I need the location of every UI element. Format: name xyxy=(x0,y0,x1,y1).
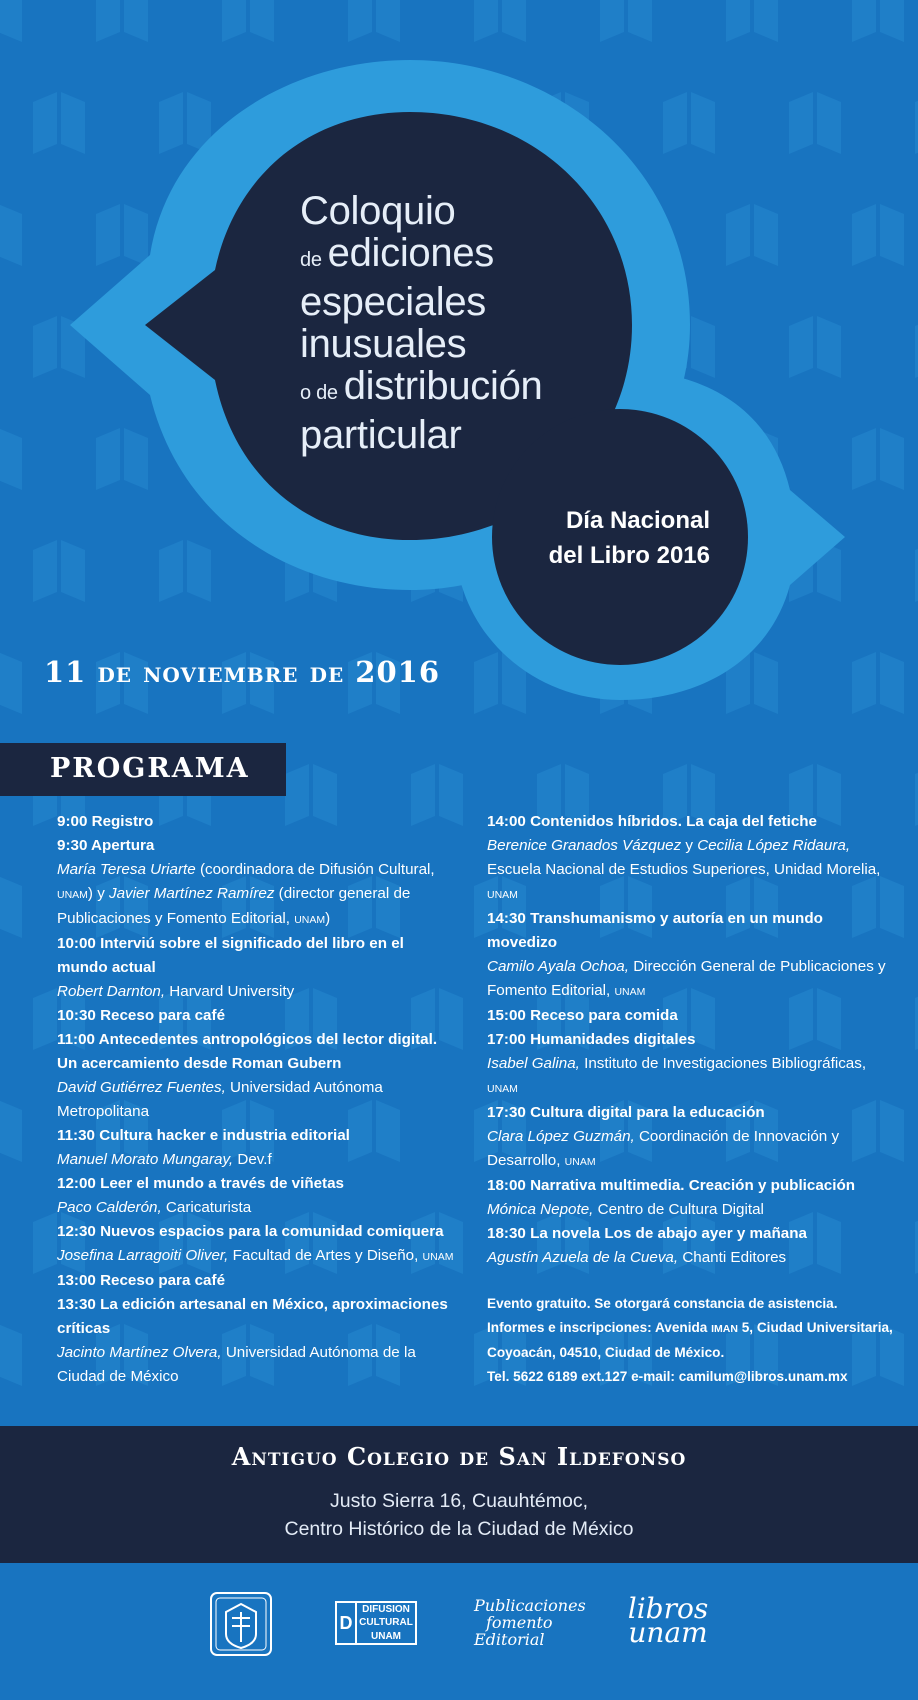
session-title: 17:30 Cultura digital para la educación xyxy=(487,1104,765,1121)
speaker-name: Mónica Nepote, xyxy=(487,1201,594,1218)
affiliation-text: Harvard University xyxy=(165,983,295,1000)
venue-name: Antiguo Colegio de San Ildefonso xyxy=(231,1442,687,1471)
affiliation-text: Universidad Autónoma de la Ciudad de México xyxy=(57,1344,416,1385)
speaker-name: Agustín Azuela de la Cueva, xyxy=(487,1249,679,1266)
session-title: 9:00 Registro xyxy=(57,813,154,830)
speaker-name: Robert Darnton, xyxy=(57,983,166,1000)
session-title: 10:00 Interviú sobre el significado del libro en el mundo actual xyxy=(57,935,404,976)
institution-acronym: IMAN xyxy=(711,1323,738,1335)
institution-acronym: UNAM xyxy=(487,1083,518,1095)
book-shape xyxy=(0,1100,22,1162)
session-speakers xyxy=(57,1196,457,1220)
affiliation-text: Dev.f xyxy=(233,1151,272,1168)
session-speakers xyxy=(487,1125,887,1174)
speaker-name: Isabel Galina, xyxy=(487,1055,580,1072)
session-title: 17:00 Humanidades digitales xyxy=(487,1031,696,1048)
session-title: 9:30 Apertura xyxy=(57,837,155,854)
affiliation-text: Escuela Nacional de Estudios Superiores, Unidad Morelia, xyxy=(487,861,881,878)
affiliation-text: ) y xyxy=(87,885,110,902)
affiliation-text: Facultad de Artes y Diseño, xyxy=(228,1247,423,1264)
session-title: 11:30 Cultura hacker e industria editorial xyxy=(57,1127,350,1144)
speaker-name: Manuel Morato Mungaray, xyxy=(57,1151,234,1168)
session-title: 13:30 La edición artesanal en México, aproximaciones críticas xyxy=(57,1296,448,1337)
affiliation-text: 5, Ciudad Universitaria, Coyoacán, 04510, Ciudad de México. xyxy=(487,1320,893,1360)
session-title: 12:00 Leer el mundo a través de viñetas xyxy=(57,1175,345,1192)
program-left-column xyxy=(57,810,457,1389)
affiliation-text: Chanti Editores xyxy=(678,1249,787,1266)
venue-address-line-1: Justo Sierra 16, Cuauhtémoc, xyxy=(330,1490,588,1512)
affiliation-text: y xyxy=(681,837,698,854)
unam-seal-icon xyxy=(208,1590,274,1658)
session-title: 18:00 Narrativa multimedia. Creación y publicación xyxy=(487,1177,856,1194)
affiliation-text: Universidad Autónoma Metropolitana xyxy=(57,1079,383,1120)
session-speakers xyxy=(487,1246,887,1270)
title-line-2: de ediciones xyxy=(300,231,494,275)
book-shape xyxy=(0,876,22,938)
title-line-3: especiales xyxy=(300,280,487,324)
difusion-cultural-logo: D DIFUSION CULTURAL UNAM xyxy=(335,1601,417,1645)
session-speakers xyxy=(57,1076,457,1124)
institution-acronym: UNAM xyxy=(564,1156,596,1168)
venue-address-line-2: Centro Histórico de la Ciudad de México xyxy=(284,1518,634,1540)
session-title: 18:30 La novela Los de abajo ayer y mañana xyxy=(487,1225,807,1242)
session-title: 14:00 Contenidos híbridos. La caja del fetiche xyxy=(487,813,817,830)
speaker-name: Jacinto Martínez Olvera, xyxy=(57,1344,222,1361)
session-speakers xyxy=(487,834,887,907)
title-line-4: inusuales xyxy=(300,322,467,366)
affiliation-text: (director general de Publicaciones y Fomento Editorial, xyxy=(57,885,411,927)
speaker-name: Javier Martínez Ramírez xyxy=(109,885,275,902)
title-line-5: o de distribución xyxy=(300,364,543,408)
dia-nacional-label: Día Nacional del Libro 2016 xyxy=(548,507,710,569)
affiliation-text: Centro de Cultura Digital xyxy=(593,1201,764,1218)
event-info xyxy=(487,1292,897,1389)
institution-acronym: UNAM xyxy=(57,889,88,901)
info-contact: Tel. 5622 6189 ext.127 e-mail: camilum@libros.unam.mx xyxy=(487,1369,848,1384)
speaker-name: David Gutiérrez Fuentes, xyxy=(57,1079,226,1096)
session-speakers xyxy=(57,1341,457,1389)
colloquium-title xyxy=(300,190,660,456)
speaker-name: Cecilia López Ridaura, xyxy=(697,837,851,854)
session-speakers xyxy=(57,858,457,932)
libros-unam-logo: libros unam xyxy=(627,1592,709,1649)
session-speakers xyxy=(487,955,887,1004)
speaker-name: Paco Calderón, xyxy=(57,1199,162,1216)
difusion-d-icon: D xyxy=(337,1603,357,1643)
session-speakers xyxy=(487,1052,887,1101)
info-free-event: Evento gratuito. Se otorgará constancia de asistencia. xyxy=(487,1296,838,1311)
book-shape xyxy=(0,1324,22,1386)
session-title: 11:00 Antecedentes antropológicos del lector digital. Un acercamiento desde Roman Gubern xyxy=(57,1031,438,1072)
speaker-name: María Teresa Uriarte xyxy=(57,861,196,878)
institution-acronym: UNAM xyxy=(487,889,518,901)
session-title: 15:00 Receso para comida xyxy=(487,1007,678,1024)
session-speakers xyxy=(487,1198,887,1222)
programa-header xyxy=(0,743,286,796)
affiliation-text: Caricaturista xyxy=(161,1199,252,1216)
speaker-name: Clara López Guzmán, xyxy=(487,1128,635,1145)
session-speakers xyxy=(57,1148,457,1172)
event-date: 11 de noviembre de 2016 xyxy=(44,655,441,689)
venue-footer xyxy=(0,1426,918,1563)
programa-label: PROGRAMA xyxy=(50,753,250,784)
institution-acronym: UNAM xyxy=(422,1251,454,1263)
session-speakers xyxy=(57,1244,457,1269)
affiliation-text: (coordinadora de Difusión Cultural, xyxy=(195,861,435,878)
session-title: 13:00 Receso para café xyxy=(57,1272,226,1289)
affiliation-text: ) xyxy=(325,910,331,927)
affiliation-text: Dirección General de Publicaciones y Fomento Editorial, xyxy=(487,958,886,999)
session-title: 10:30 Receso para café xyxy=(57,1007,226,1024)
session-speakers xyxy=(57,980,457,1004)
institution-acronym: UNAM xyxy=(294,914,326,926)
session-title: 14:30 Transhumanismo y autoría en un mundo movedizo xyxy=(487,910,823,951)
title-line-6: particular xyxy=(300,413,462,457)
affiliation-text: Instituto de Investigaciones Bibliográficas, xyxy=(579,1055,867,1072)
program-right-column xyxy=(487,810,887,1270)
title-line-1: Coloquio xyxy=(300,189,456,233)
publicaciones-fomento-logo: Publicaciones fomento Editorial xyxy=(474,1596,586,1649)
affiliation-text: Informes e inscripciones: Avenida xyxy=(487,1320,712,1335)
speaker-name: Berenice Granados Vázquez xyxy=(487,837,682,854)
session-title: 12:30 Nuevos espacios para la comunidad comiquera xyxy=(57,1223,444,1240)
institution-acronym: UNAM xyxy=(614,986,646,998)
speaker-name: Camilo Ayala Ochoa, xyxy=(487,958,629,975)
speaker-name: Josefina Larragoiti Oliver, xyxy=(57,1247,229,1264)
affiliation-text: Coordinación de Innovación y Desarrollo, xyxy=(487,1128,840,1169)
info-registration xyxy=(487,1316,897,1365)
